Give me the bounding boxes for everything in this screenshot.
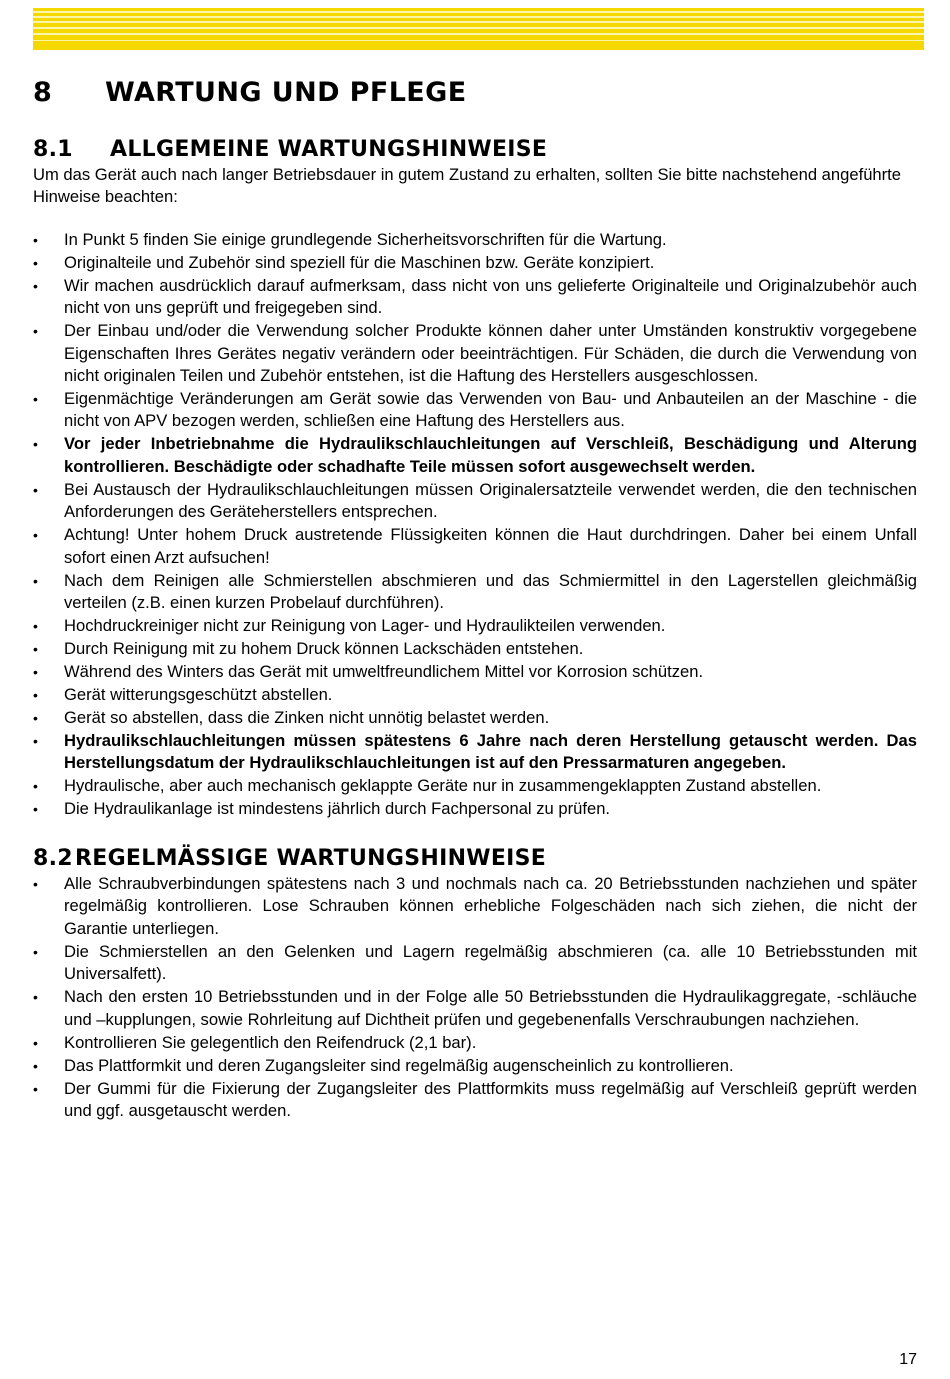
- bullet-icon: •: [33, 436, 38, 453]
- chapter-heading: [33, 76, 917, 110]
- bullet-icon: •: [33, 687, 38, 704]
- list-item: [33, 661, 917, 683]
- bullet-icon: •: [33, 943, 38, 960]
- list-item-text: Die Hydraulikanlage ist mindestens jährlich durch Fachpersonal zu prüfen.: [64, 799, 611, 819]
- section-title: ALLGEMEINE WARTUNGSHINWEISE: [110, 137, 548, 162]
- list-item-text: Vor jeder Inbetriebnahme die Hydraulikschlauchleitungen auf Verschleiß, Beschädigung und Alterung kontrollieren. Beschädigte oder schadhafte Teile müssen sofort ausgewechselt werden.: [64, 434, 917, 476]
- general-maintenance-list: [33, 229, 917, 821]
- list-item-text: Kontrollieren Sie gelegentlich den Reifendruck (2,1 bar).: [64, 1032, 477, 1052]
- bullet-icon: •: [33, 231, 38, 248]
- list-item-text: Der Einbau und/oder die Verwendung solcher Produkte können daher unter Umständen konstruktiv vorgegebene Eigenschaften Ihres Gerätes negativ verändern oder beeinträchtigen. Für Schäden, die durch die Verwendung von nicht originalen Teilen und Zubehör entstehen, ist die Haftung des Herstellers ausgeschlossen.: [64, 321, 917, 386]
- list-item: [33, 433, 917, 478]
- bullet-icon: •: [33, 618, 38, 635]
- bullet-icon: •: [33, 254, 38, 271]
- bullet-icon: •: [33, 664, 38, 681]
- list-item: [33, 730, 917, 775]
- list-item-text: Hydraulische, aber auch mechanisch geklappte Geräte nur in zusammengeklappten Zustand abstellen.: [64, 776, 822, 796]
- list-item-text: Gerät witterungsgeschützt abstellen.: [64, 685, 333, 705]
- bullet-icon: •: [33, 875, 38, 892]
- list-item-text: Nach den ersten 10 Betriebsstunden und in der Folge alle 50 Betriebsstunden die Hydraulikaggregate, -schläuche und –kupplungen, sowie Rohrleitung auf Dichtheit prüfen und gegebenenfalls Verschraubungen nachziehen.: [64, 987, 917, 1029]
- list-item: [33, 570, 917, 615]
- list-item: [33, 1055, 917, 1077]
- list-item-text: Der Gummi für die Fixierung der Zugangsleiter des Plattformkits muss regelmäßig auf Verschleiß geprüft werden und ggf. ausgetauscht werden.: [64, 1078, 917, 1120]
- page-content: [33, 76, 917, 1123]
- section-number: 8.2: [33, 845, 73, 871]
- list-item-text: Originalteile und Zubehör sind speziell für die Maschinen bzw. Geräte konzipiert.: [64, 252, 655, 272]
- list-item: [33, 775, 917, 797]
- section-heading-8-1: [33, 136, 917, 164]
- list-item-text: Gerät so abstellen, dass die Zinken nicht unnötig belastet werden.: [64, 708, 550, 728]
- bullet-icon: •: [33, 527, 38, 544]
- list-item: [33, 615, 917, 637]
- regular-maintenance-list: [33, 873, 917, 1122]
- chapter-title: WARTUNG UND PFLEGE: [105, 77, 467, 108]
- list-item: [33, 638, 917, 660]
- list-item: [33, 684, 917, 706]
- bullet-icon: •: [33, 778, 38, 795]
- bullet-icon: •: [33, 572, 38, 589]
- list-item: [33, 275, 917, 320]
- bullet-icon: •: [33, 733, 38, 750]
- bullet-icon: •: [33, 1034, 38, 1051]
- list-item-text: Achtung! Unter hohem Druck austretende Flüssigkeiten können die Haut durchdringen. Daher bei einem Unfall sofort einen Arzt aufsuchen!: [64, 525, 917, 567]
- list-item: [33, 798, 917, 820]
- list-item-text: Die Schmierstellen an den Gelenken und Lagern regelmäßig abschmieren (ca. alle 10 Betriebsstunden mit Universalfett).: [64, 941, 917, 984]
- page-number: 17: [899, 1351, 917, 1368]
- list-item-text: Hydraulikschlauchleitungen müssen spätestens 6 Jahre nach deren Herstellung getauscht werden. Das Herstellungsdatum der Hydraulikschlauchleitungen ist auf den Pressarmaturen angegeben.: [64, 731, 917, 773]
- bullet-icon: •: [33, 710, 38, 727]
- bullet-icon: •: [33, 801, 38, 818]
- list-item: [33, 252, 917, 274]
- intro-paragraph: Um das Gerät auch nach langer Betriebsdauer in gutem Zustand zu erhalten, sollten Sie bitte nachstehend angeführte Hinweise beachten:: [33, 165, 902, 207]
- list-item: [33, 479, 917, 524]
- list-item-text: Bei Austausch der Hydraulikschlauchleitungen müssen Originalersatzteile verwendet werden, die den technischen Anforderungen des Geräteherstellers entsprechen.: [64, 479, 917, 522]
- bullet-icon: •: [33, 481, 38, 498]
- list-item: [33, 320, 917, 387]
- list-item-text: Alle Schraubverbindungen spätestens nach 3 und nochmals nach ca. 20 Betriebsstunden nachziehen und später regelmäßig kontrollieren. Lose Schrauben können erhebliche Folgeschäden nach sich ziehen, die nicht der Garantie unterliegen.: [64, 873, 917, 938]
- bullet-icon: •: [33, 989, 38, 1006]
- chapter-number: 8: [33, 77, 53, 108]
- list-item-text: Das Plattformkit und deren Zugangsleiter sind regelmäßig augenscheinlich zu kontrollieren.: [64, 1055, 734, 1075]
- section-heading-8-2: [33, 845, 917, 873]
- list-item: [33, 873, 917, 940]
- list-item: [33, 986, 917, 1031]
- bullet-icon: •: [33, 641, 38, 658]
- list-item: [33, 388, 917, 433]
- list-item-text: Hochdruckreiniger nicht zur Reinigung von Lager- und Hydraulikteilen verwenden.: [64, 616, 666, 636]
- bullet-icon: •: [33, 391, 38, 408]
- bullet-icon: •: [33, 1057, 38, 1074]
- section-number: 8.1: [33, 137, 73, 162]
- header-stripe-band: [33, 8, 924, 50]
- bullet-icon: •: [33, 1080, 38, 1097]
- list-item-text: Durch Reinigung mit zu hohem Druck können Lackschäden entstehen.: [64, 639, 584, 659]
- list-item-text: Während des Winters das Gerät mit umweltfreundlichem Mittel vor Korrosion schützen.: [64, 662, 704, 682]
- list-item: [33, 941, 917, 986]
- list-item: [33, 707, 917, 729]
- list-item: [33, 524, 917, 569]
- list-item: [33, 1078, 917, 1123]
- section-title: REGELMÄSSIGE WARTUNGSHINWEISE: [75, 845, 547, 871]
- bullet-icon: •: [33, 323, 38, 340]
- list-item-text: In Punkt 5 finden Sie einige grundlegende Sicherheitsvorschriften für die Wartung.: [64, 229, 667, 249]
- list-item: [33, 1032, 917, 1054]
- list-item-text: Nach dem Reinigen alle Schmierstellen abschmieren und das Schmiermittel in den Lagerstellen gleichmäßig verteilen (z.B. einen kurzen Probelauf durchführen).: [64, 570, 917, 613]
- list-item-text: Eigenmächtige Veränderungen am Gerät sowie das Verwenden von Bau- und Anbauteilen an der Maschine - die nicht von APV bezogen werden, schließen eine Haftung des Herstellers aus.: [64, 389, 917, 431]
- list-item-text: Wir machen ausdrücklich darauf aufmerksam, dass nicht von uns gelieferte Originalteile und Originalzubehör auch nicht von uns geprüft und freigegeben sind.: [64, 275, 917, 318]
- bullet-icon: •: [33, 277, 38, 294]
- list-item: [33, 229, 917, 251]
